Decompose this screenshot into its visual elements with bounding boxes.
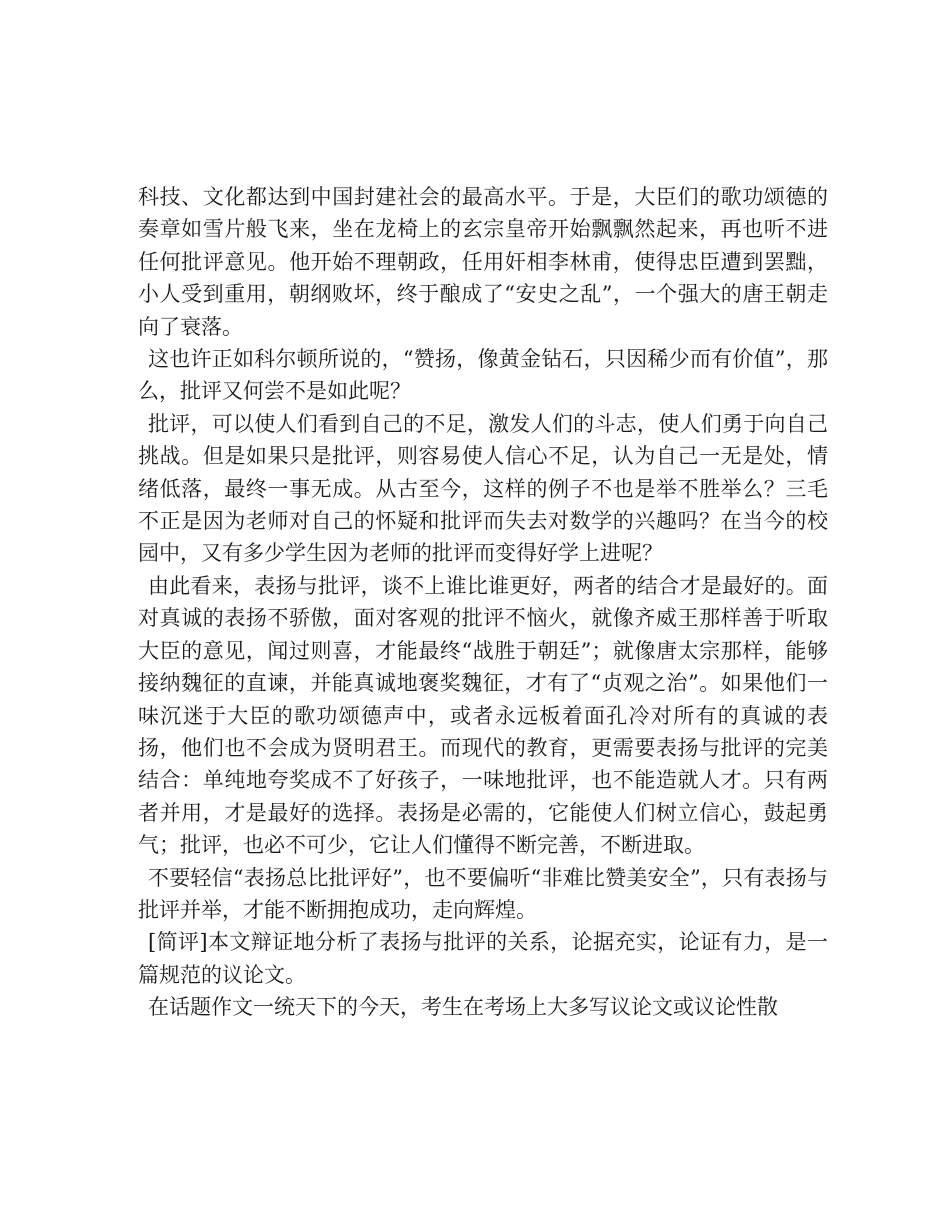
paragraph-2: 这也许正如科尔顿所说的，“赞扬，像黄金钻石，只因稀少而有价值”，那么，批评又何尝不是如此呢？ (138, 347, 828, 404)
paragraph-3: 批评，可以使人们看到自己的不足，激发人们的斗志，使人们勇于向自己挑战。但是如果只是批评，则容易使人信心不足，认为自己一无是处，情绪低落，最终一事无成。从古至今，这样的例子不也是举不胜举么？三毛不正是因为老师对自己的怀疑和批评而失去对数学的兴趣吗？在当今的校园中，又有多少学生因为老师的批评而变得好学上进呢？ (138, 411, 828, 566)
paragraph-6-review: [简评]本文辩证地分析了表扬与批评的关系，论据充实，论证有力，是一篇规范的议论文。 (138, 930, 828, 987)
document-page (138, 181, 828, 1024)
paragraph-4: 由此看来，表扬与批评，谈不上谁比谁更好，两者的结合才是最好的。面对真诚的表扬不骄傲，面对客观的批评不恼火，就像齐威王那样善于听取大臣的意见，闻过则喜，才能最终“战胜于朝廷”；就像唐太宗那样，能够接纳魏征的直谏，并能真诚地褒奖魏征，才有了“贞观之治”。如果他们一味沉迷于大臣的歌功颂德声中，或者永远板着面孔冷对所有的真诚的表扬，他们也不会成为贤明君王。而现代的教育，更需要表扬与批评的完美结合：单纯地夸奖成不了好孩子，一味地批评，也不能造就人才。只有两者并用，才是最好的选择。表扬是必需的，它能使人们树立信心，鼓起勇气；批评，也必不可少，它让人们懂得不断完善，不断进取。 (138, 573, 828, 858)
paragraph-5: 不要轻信“表扬总比批评好”，也不要偏听“非难比赞美安全”，只有表扬与批评并举，才能不断拥抱成功，走向辉煌。 (138, 865, 828, 922)
paragraph-1: 科技、文化都达到中国封建社会的最高水平。于是，大臣们的歌功颂德的奏章如雪片般飞来，坐在龙椅上的玄宗皇帝开始飘飘然起来，再也听不进任何批评意见。他开始不理朝政，任用奸相李林甫，使得忠臣遭到罢黜，小人受到重用，朝纲败坏，终于酿成了“安史之乱”，一个强大的唐王朝走向了衰落。 (138, 185, 828, 339)
paragraph-7: 在话题作文一统天下的今天，考生在考场上大多写议论文或议论性散 (148, 995, 778, 1020)
